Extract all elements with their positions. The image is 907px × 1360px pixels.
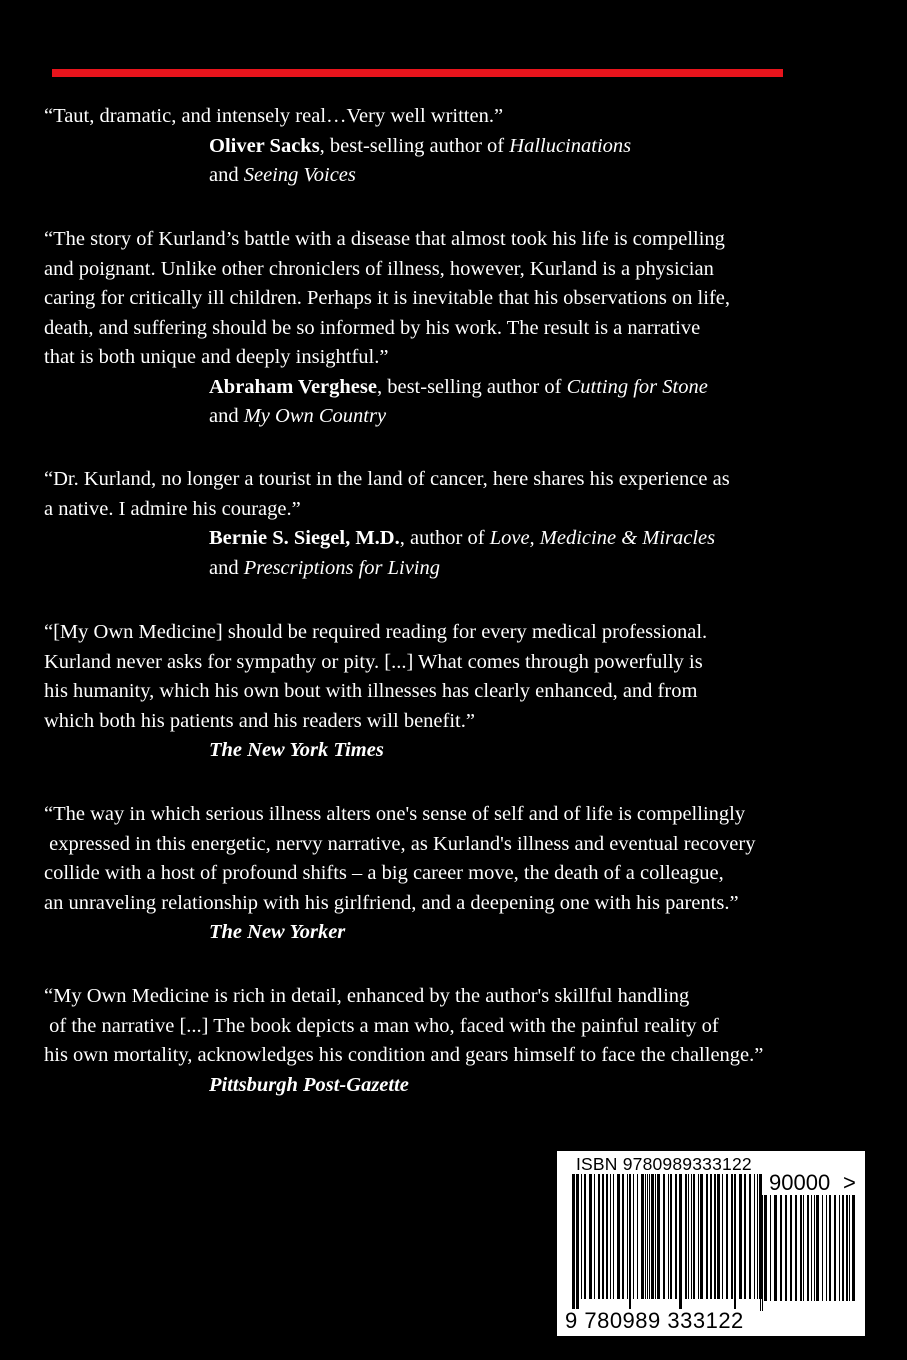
attribution [209, 132, 844, 162]
barcode-bar [726, 1174, 728, 1299]
barcode-bar [739, 1174, 742, 1299]
barcode-bar [803, 1195, 804, 1301]
barcode-bar [744, 1174, 746, 1299]
book-title: Seeing Voices [243, 164, 356, 186]
barcode-bar [698, 1174, 699, 1299]
barcode-bar [829, 1195, 831, 1301]
barcode-bar [811, 1195, 812, 1301]
barcode-bar [622, 1174, 624, 1299]
quote-line: of the narrative [...] The book depicts a man who, faced with the painful reality of [44, 1014, 719, 1037]
book-title: Hallucinations [509, 134, 632, 157]
ean-bars [572, 1174, 762, 1309]
barcode-bar [675, 1174, 677, 1299]
barcode-bar [785, 1195, 787, 1301]
barcode-bar [700, 1174, 703, 1299]
barcode-bar [617, 1174, 620, 1299]
barcode-bar [731, 1174, 733, 1299]
barcode-bar [663, 1174, 665, 1299]
barcode-bar [764, 1195, 767, 1301]
barcode-bar [749, 1174, 751, 1299]
barcode-bar [706, 1174, 708, 1299]
barcode-bar [584, 1174, 586, 1299]
barcode-bar [651, 1174, 654, 1299]
publication-name: The New York Times [209, 739, 384, 761]
barcode-bar [633, 1174, 634, 1299]
quote-line: expressed in this energetic, nervy narrative, as Kurland's illness and eventual recovery [44, 832, 756, 855]
blurb-sacks [44, 102, 844, 191]
blurb-newyorker [44, 800, 844, 948]
barcode-bar [679, 1174, 682, 1309]
barcode-bar [693, 1174, 695, 1299]
quote-line: a native. I admire his courage.” [44, 497, 301, 520]
barcode-bar [774, 1195, 777, 1301]
author-name: Bernie S. Siegel, M.D. [209, 527, 400, 549]
blurb-siegel [44, 465, 844, 583]
quote-line: an unraveling relationship with his girlfriend, and a deepening one with his parents.” [44, 891, 739, 914]
quote-line: “The way in which serious illness alters one's sense of self and of life is compellingly [44, 803, 746, 825]
addon-bars [760, 1195, 858, 1311]
quote-line: caring for critically ill children. Perhaps it is inevitable that his observations on life, [44, 287, 730, 309]
publication-name: Pittsburgh Post-Gazette [209, 1073, 409, 1096]
attribution-cont [209, 554, 844, 584]
quote-line: collide with a host of profound shifts – a big career move, the death of a colleague, [44, 862, 724, 884]
barcode-bar [629, 1174, 631, 1309]
barcode-bar [657, 1174, 660, 1299]
publication-name: The New Yorker [209, 921, 346, 943]
barcode-bar [655, 1174, 656, 1299]
book-title: Love, Medicine & Miracles [489, 527, 716, 549]
barcode-bar [849, 1195, 850, 1301]
attribution [209, 524, 844, 554]
book-title: Prescriptions for Living [243, 556, 441, 579]
quote-line: death, and suffering should be so informed by his work. The result is a narrative [44, 316, 701, 339]
quote-line: “The story of Kurland’s battle with a disease that almost took his life is compelling [44, 228, 725, 250]
barcode-bar [800, 1195, 802, 1301]
barcode-bar [610, 1174, 611, 1299]
barcode-bar [576, 1174, 579, 1309]
barcode-bar [770, 1195, 771, 1301]
barcode-bar [816, 1195, 819, 1301]
barcode-bar [754, 1174, 755, 1299]
barcode-bar [649, 1174, 650, 1299]
barcode-bar [842, 1195, 844, 1301]
barcode-bar [670, 1174, 672, 1299]
barcode-bar [606, 1174, 608, 1299]
and-text: and [209, 556, 244, 579]
barcode-bar [647, 1174, 648, 1299]
barcode-bar [795, 1195, 797, 1301]
barcode-bar [717, 1174, 720, 1299]
blurb-post-gazette [44, 982, 844, 1100]
barcode-bar [734, 1174, 736, 1309]
barcode-bar [826, 1195, 827, 1301]
author-name: Oliver Sacks [209, 134, 320, 157]
barcode-bar [714, 1174, 716, 1299]
red-rule [52, 69, 783, 77]
credit-text: , best-selling author of [376, 375, 567, 398]
barcode-bar [822, 1195, 823, 1301]
barcode-bar [641, 1174, 644, 1299]
barcode-bar [846, 1195, 848, 1301]
quote-line: that is both unique and deeply insightful.” [44, 346, 389, 368]
barcode-bar [722, 1174, 723, 1299]
quote-line: his own mortality, acknowledges his condition and gears himself to face the challenge.” [44, 1044, 764, 1066]
barcode-bar [637, 1174, 638, 1299]
and-text: and [209, 164, 244, 186]
barcode-bar [572, 1174, 575, 1309]
isbn-label: ISBN 9780989333122 [576, 1154, 752, 1174]
credit-text: , best-selling author of [319, 134, 510, 157]
barcode-bar [780, 1195, 782, 1301]
book-title: Cutting for Stone [566, 375, 708, 398]
book-title: My Own Country [243, 405, 387, 427]
quote-line: “Dr. Kurland, no longer a tourist in the land of cancer, here shares his experience as [44, 468, 730, 490]
blurb-verghese [44, 225, 844, 432]
and-text: and [209, 405, 244, 427]
quote-line: “My Own Medicine is rich in detail, enhanced by the author's skillful handling [44, 985, 690, 1007]
price-code: 90000 [769, 1170, 831, 1195]
barcode-bar [627, 1174, 628, 1299]
credit-text: , author of [399, 527, 490, 549]
quote-line: “[My Own Medicine] should be required reading for every medical professional. [44, 621, 708, 643]
barcode-bar [710, 1174, 712, 1299]
barcode-bar [807, 1195, 809, 1301]
attribution-cont [209, 161, 844, 191]
barcode-bar [688, 1174, 689, 1299]
barcode-bar [691, 1174, 692, 1299]
barcode-bar [852, 1195, 855, 1301]
barcode-bar [581, 1174, 582, 1299]
barcode-bar [790, 1195, 792, 1301]
barcode-bar [760, 1195, 761, 1311]
barcode-bar [594, 1174, 595, 1299]
arrow-glyph: > [843, 1170, 856, 1195]
blurb-nytimes [44, 618, 844, 766]
quote-line: his humanity, which his own bout with illnesses has clearly enhanced, and from [44, 680, 698, 702]
barcode-bar [645, 1174, 646, 1299]
barcode-bar [814, 1195, 815, 1301]
ean-digits: 9 780989 333122 [565, 1308, 744, 1333]
barcode-bar [598, 1174, 600, 1299]
attribution [209, 373, 844, 403]
barcode-bar [602, 1174, 604, 1299]
attribution-cont [209, 402, 844, 432]
barcode-bar [757, 1174, 758, 1299]
barcode-bar [685, 1174, 687, 1299]
quote-line: Kurland never asks for sympathy or pity. [...] What comes through powerfully is [44, 650, 703, 673]
author-name: Abraham Verghese [209, 375, 377, 398]
quote-line: which both his patients and his readers will benefit.” [44, 709, 475, 732]
isbn-barcode [557, 1151, 865, 1336]
barcode-bar [762, 1195, 763, 1311]
barcode-bar [668, 1174, 669, 1299]
barcode-bar [834, 1195, 836, 1301]
barcode-bar [613, 1174, 614, 1299]
quote-line: “Taut, dramatic, and intensely real…Very well written.” [44, 105, 504, 127]
quote-line: and poignant. Unlike other chroniclers of illness, however, Kurland is a physician [44, 257, 714, 280]
barcode-bar [839, 1195, 840, 1301]
barcode-bar [589, 1174, 592, 1299]
